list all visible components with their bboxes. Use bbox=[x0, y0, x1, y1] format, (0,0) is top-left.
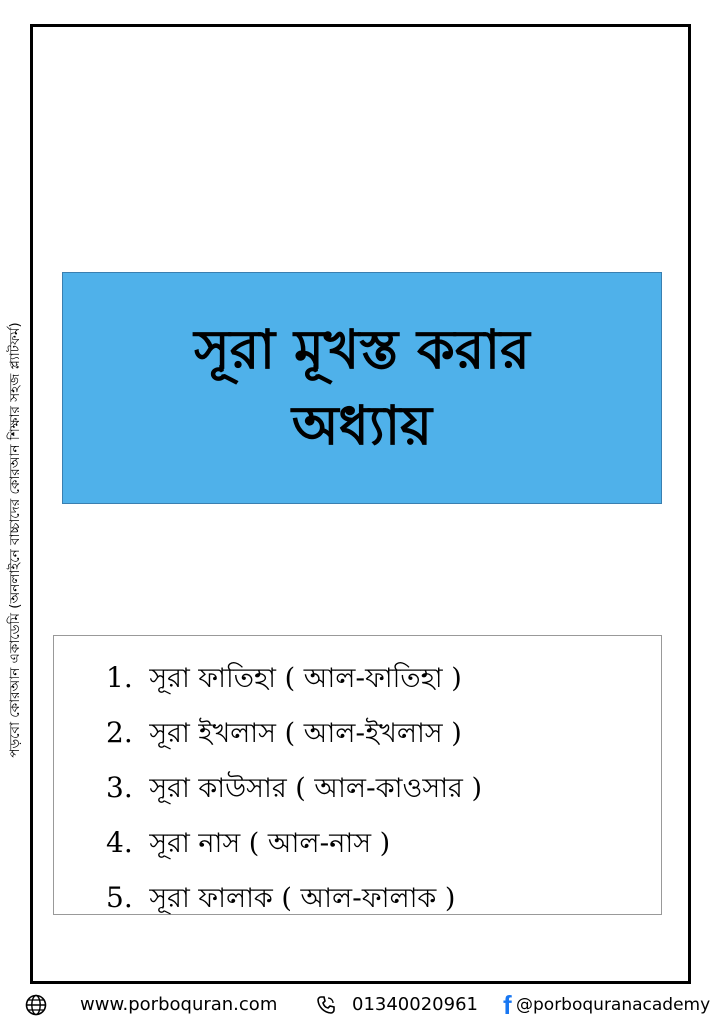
item-number: 2. bbox=[106, 716, 133, 749]
surah-arabic-name: আল-ইখলাস bbox=[295, 718, 452, 749]
surah-arabic-name: আল-ফালাক bbox=[291, 883, 445, 914]
side-label: পড়বো কোরআন একাডেমি (অনলাইনে বাচ্চাদের কোরআন শিক্ষার সহজ প্ল্যাটফর্ম) bbox=[7, 322, 23, 758]
item-number: 4. bbox=[106, 826, 133, 859]
surah-arabic-name: আল-কাওসার bbox=[305, 773, 472, 804]
paren-close: ) bbox=[444, 883, 456, 914]
paren-close: ) bbox=[471, 773, 483, 804]
surah-arabic-name: আল-নাস bbox=[259, 828, 380, 859]
item-number: 3. bbox=[106, 771, 133, 804]
list-item bbox=[106, 650, 482, 705]
surah-list-box bbox=[53, 635, 662, 915]
title-line-2: অধ্যায় bbox=[291, 394, 433, 457]
surah-list bbox=[106, 650, 482, 925]
item-number: 1. bbox=[106, 661, 133, 694]
paren-open: ( bbox=[284, 663, 296, 694]
surah-name: সূরা নাস bbox=[149, 828, 241, 859]
list-item bbox=[106, 870, 482, 925]
globe-icon bbox=[25, 990, 47, 1020]
surah-name: সূরা কাউসার bbox=[149, 773, 287, 804]
surah-name: সূরা ফালাক bbox=[149, 883, 273, 914]
list-item bbox=[106, 815, 482, 870]
paren-close: ) bbox=[379, 828, 391, 859]
paren-close: ) bbox=[451, 718, 462, 749]
paren-open: ( bbox=[295, 773, 306, 804]
surah-name: সূরা ইখলাস bbox=[149, 718, 276, 749]
item-number: 5. bbox=[106, 881, 133, 914]
footer bbox=[0, 990, 724, 1020]
surah-name: সূরা ফাতিহা bbox=[149, 663, 276, 694]
facebook-icon: f bbox=[503, 990, 512, 1020]
paren-open: ( bbox=[248, 828, 260, 859]
paren-close: ) bbox=[451, 663, 462, 694]
facebook-handle[interactable]: @porboquranacademy bbox=[516, 995, 711, 1015]
phone-icon bbox=[316, 990, 336, 1020]
paren-open: ( bbox=[281, 883, 292, 914]
website-link[interactable]: www.porboquran.com bbox=[80, 994, 278, 1015]
list-item bbox=[106, 705, 482, 760]
surah-arabic-name: আল-ফাতিহা bbox=[295, 663, 452, 694]
phone-number: 01340020961 bbox=[352, 994, 478, 1015]
title-line-1: সূরা মূখস্ত করার bbox=[194, 318, 530, 381]
title-banner bbox=[62, 272, 662, 504]
list-item bbox=[106, 760, 482, 815]
paren-open: ( bbox=[284, 718, 296, 749]
